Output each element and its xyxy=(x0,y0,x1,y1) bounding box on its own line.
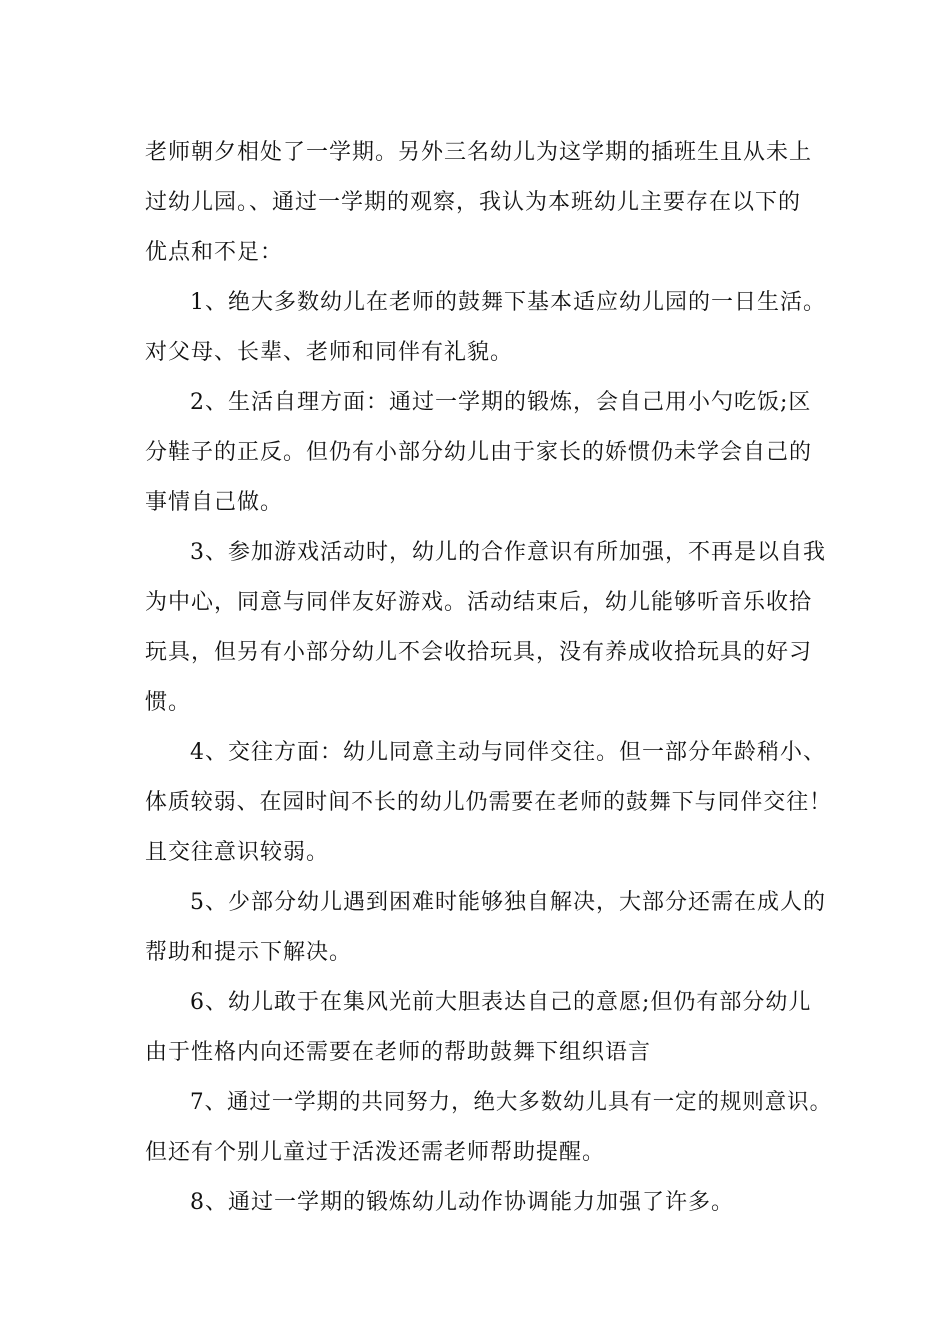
paragraph-2-line: 2、生活自理方面：通过一学期的锻炼，会自己用小勺吃饭;区 xyxy=(190,390,812,415)
text-line: 分鞋子的正反。但仍有小部分幼儿由于家长的娇惯仍未学会自己的 xyxy=(145,440,813,465)
text-line: 事情自己做。 xyxy=(145,490,284,515)
text-line: 但还有个别儿童过于活泼还需老师帮助提醒。 xyxy=(145,1140,606,1165)
text-line: 惯。 xyxy=(145,690,192,715)
paragraph-8-line: 8、通过一学期的锻炼幼儿动作协调能力加强了许多。 xyxy=(190,1190,734,1215)
text-line: 由于性格内向还需要在老师的帮助鼓舞下组织语言 xyxy=(145,1040,652,1065)
paragraph-7-line: 7、通过一学期的共同努力，绝大多数幼儿具有一定的规则意识。 xyxy=(190,1090,832,1115)
text-line: 帮助和提示下解决。 xyxy=(145,940,353,965)
paragraph-1-line: 1、绝大多数幼儿在老师的鼓舞下基本适应幼儿园的一日生活。 xyxy=(190,290,826,315)
text-line: 且交往意识较弱。 xyxy=(145,840,330,865)
text-line: 玩具，但另有小部分幼儿不会收拾玩具，没有养成收拾玩具的好习 xyxy=(145,640,813,665)
paragraph-4-line: 4、交往方面：幼儿同意主动与同伴交往。但一部分年龄稍小、 xyxy=(190,740,826,765)
text-line: 对父母、长辈、老师和同伴有礼貌。 xyxy=(145,340,514,365)
text-line: 为中心，同意与同伴友好游戏。活动结束后，幼儿能够听音乐收拾 xyxy=(145,590,813,615)
text-line: 过幼儿园。、通过一学期的观察，我认为本班幼儿主要存在以下的 xyxy=(145,190,802,215)
text-line: 优点和不足： xyxy=(145,240,284,265)
paragraph-6-line: 6、幼儿敢于在集风光前大胆表达自己的意愿;但仍有部分幼儿 xyxy=(190,990,812,1015)
text-line: 体质较弱、在园时间不长的幼儿仍需要在老师的鼓舞下与同伴交往！ xyxy=(145,790,833,815)
text-line: 老师朝夕相处了一学期。另外三名幼儿为这学期的插班生且从未上 xyxy=(145,140,813,165)
paragraph-3-line: 3、参加游戏活动时，幼儿的合作意识有所加强，不再是以自我 xyxy=(190,540,826,565)
paragraph-5-line: 5、少部分幼儿遇到困难时能够独自解决，大部分还需在成人的 xyxy=(190,890,826,915)
